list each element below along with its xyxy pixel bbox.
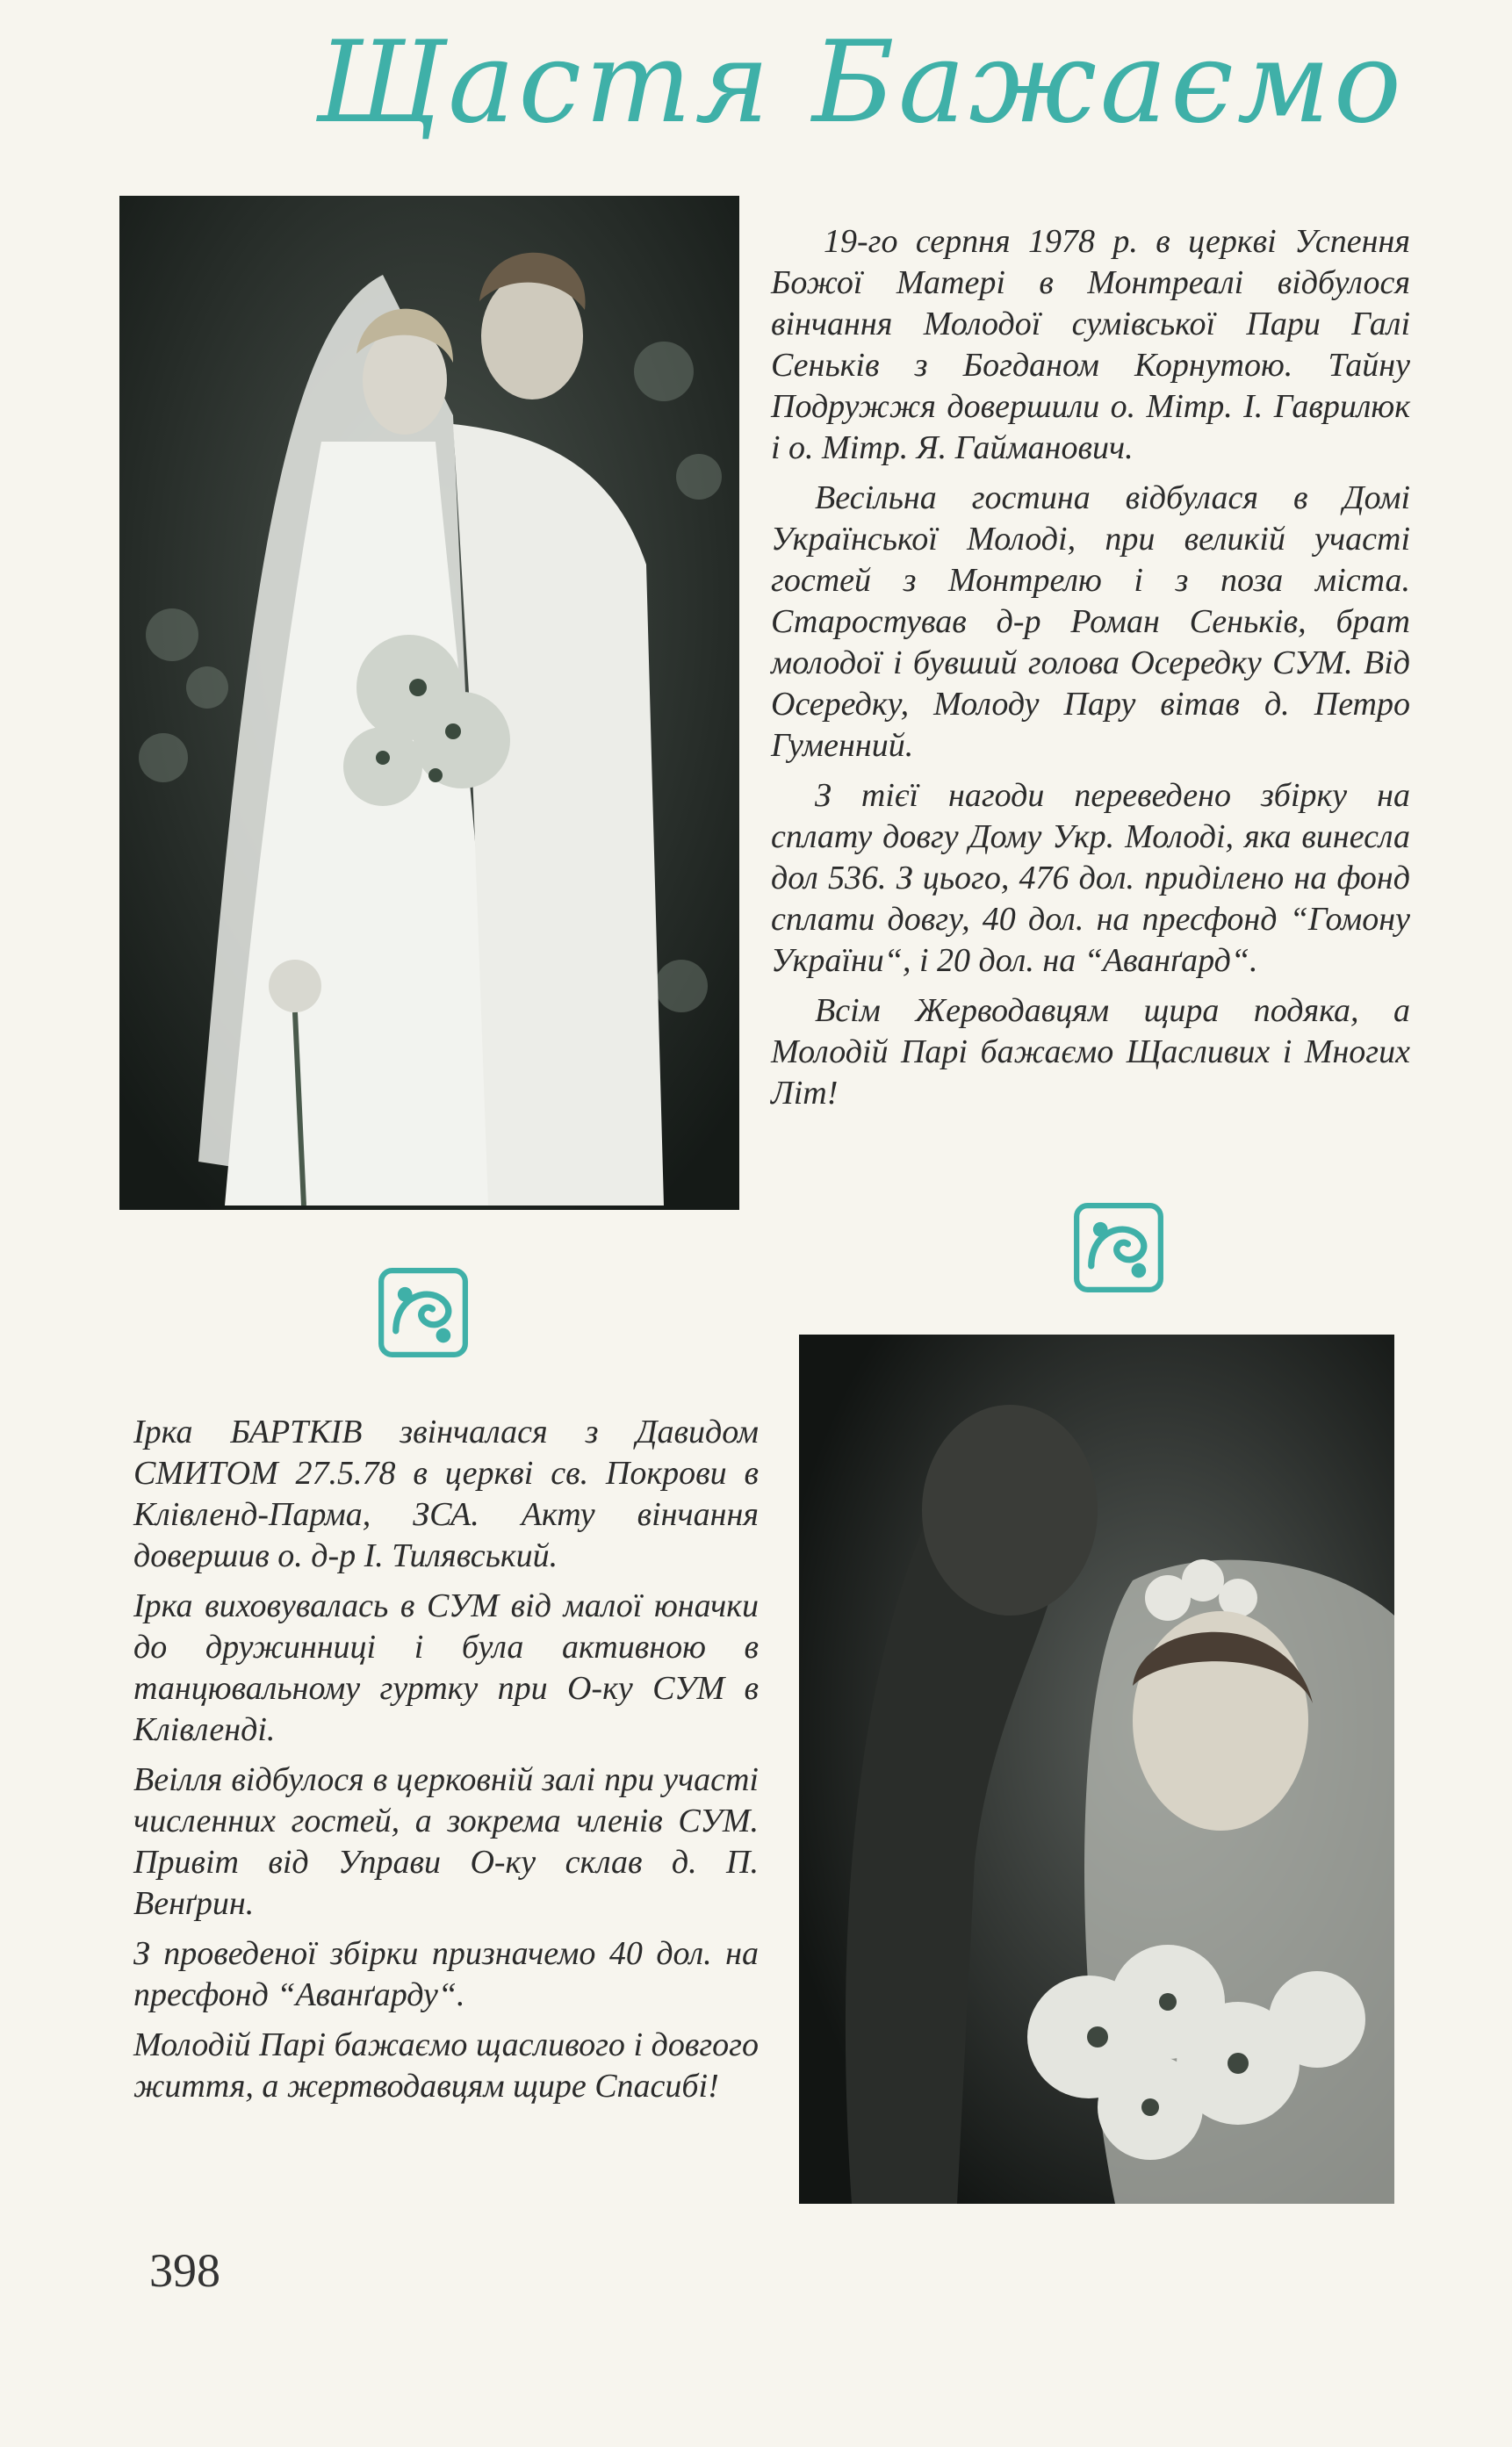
floral-ornament-icon <box>1073 1202 1164 1293</box>
floral-ornament-icon <box>378 1267 469 1358</box>
article-bartkiv-wedding <box>133 1412 759 2116</box>
page-title: Щастя Бажаємо <box>316 18 1405 148</box>
bride-and-groom-portrait-icon <box>799 1335 1394 2204</box>
paragraph: Молодій Парі бажаємо щасливого і довгого життя, а жертводавцям щире Спасибі! <box>133 2026 759 2105</box>
wedding-photo-2 <box>799 1335 1394 2204</box>
paragraph: Всім Жерводавцям щира подяка, а Молодій Парі бажаємо Щасливих і Многих Літ! <box>771 992 1410 1112</box>
wedding-couple-photo-icon <box>119 196 739 1210</box>
article-korenuta-wedding <box>771 221 1410 1123</box>
paragraph: З проведеної збірки призначемо 40 дол. на пресфонд “Аванґарду“. <box>133 1935 759 2013</box>
paragraph: З тієї нагоди переведено збірку на сплату довгу Дому Укр. Молоді, яка винесла дол 536. З цього, 476 дол. приділено на фонд сплати довгу, 40 дол. на пресфонд “Гомону України“, і 20 дол. на “Аванґард“. <box>771 777 1410 979</box>
paragraph: Веілля відбулося в церковній залі при участі численних гостей, а зокрема членів СУМ. Привіт від Управи О-ку склав д. П. Венґрин. <box>133 1761 759 1922</box>
paragraph: Ірка виховувалась в СУМ від малої юначки до дружинниці і була активною в танцювальному гуртку при О-ку СУМ в Клівленді. <box>133 1587 759 1748</box>
paragraph: Весільна гостина відбулася в Домі Української Молоді, при великій участі гостей з Монтрелю і з поза міста. Старостував д-р Роман Сеньків, брат молодої і бувший голова Осередку СУМ. Від Осередку, Молоду Пару вітав д. Петро Гуменний. <box>771 479 1410 764</box>
wedding-photo-1 <box>119 196 739 1210</box>
page-number: 398 <box>149 2244 220 2297</box>
paragraph: 19-го серпня 1978 р. в церкві Успення Божої Матері в Монтреалі відбулося вінчання Молодої сумівської Пари Галі Сеньків з Богданом Корнутою. Тайну Подружжя довершили о. Мітр. І. Гаврилюк і о. Мітр. Я. Гайманович. <box>771 223 1410 466</box>
paragraph: Ірка БАРТКІВ звінчалася з Давидом СМИТОМ 27.5.78 в церкві св. Покрови в Клівленд-Парма, ЗСА. Акту вінчання довершив о. д-р І. Тилявський. <box>133 1414 759 1574</box>
